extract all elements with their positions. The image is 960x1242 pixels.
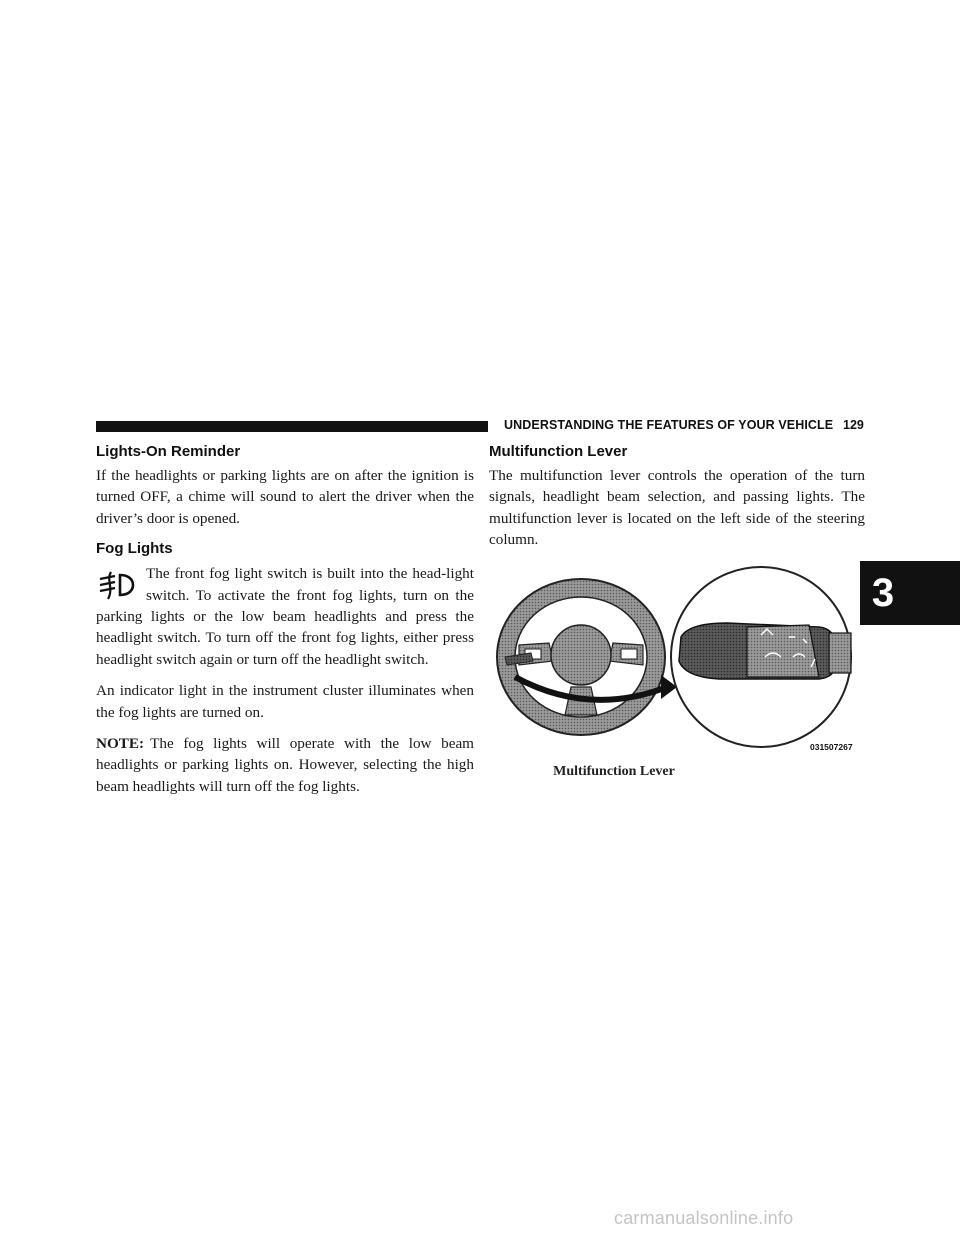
note-paragraph [96,733,474,797]
fog-lights-paragraph: The front fog light switch is built into the head-light switch. To activate the front fog lights, turn on the parking lights or the low beam headlights and press the headlight switch. To turn off the front fog lights, either press headlight switch again or turn off the headlight switch. [96,565,474,668]
figure-caption: Multifunction Lever [553,764,675,779]
fog-lights-block [96,563,474,670]
multifunction-lever-figure [489,565,865,753]
lights-on-paragraph: If the headlights or parking lights are on after the ignition is turned OFF, a chime will sound to alert the driver when the driver’s door is opened. [96,467,474,527]
note-label: NOTE: [96,735,145,753]
watermark: carmanualsonline.info [614,1208,794,1228]
multifunction-paragraph: The multifunction lever controls the operation of the turn signals, headlight beam selection, and passing lights. The multifunction lever is located on the left side of the steering column. [489,467,865,549]
header-rule [96,421,488,432]
left-column [96,442,474,797]
heading-multifunction-lever: Multifunction Lever [489,443,628,460]
steering-wheel [497,579,665,735]
note-text: The fog lights will operate with the low beam headlights or parking lights on. However, selecting the high beam headlights will turn off the fog lights. [96,735,474,795]
page-number: 129 [843,418,864,432]
right-column [489,442,865,551]
section-title: UNDERSTANDING THE FEATURES OF YOUR VEHICLE [504,418,834,432]
figure-code: 031507267 [810,742,853,752]
heading-fog-lights: Fog Lights [96,540,173,558]
chapter-number: 3 [871,571,895,615]
chapter-tab [860,561,960,625]
fog-light-icon [96,565,138,605]
heading-lights-on-reminder: Lights-On Reminder [96,443,241,460]
indicator-paragraph: An indicator light in the instrument cluster illuminates when the fog lights are turned on. [96,682,474,721]
lever-detail-circle [671,567,851,747]
